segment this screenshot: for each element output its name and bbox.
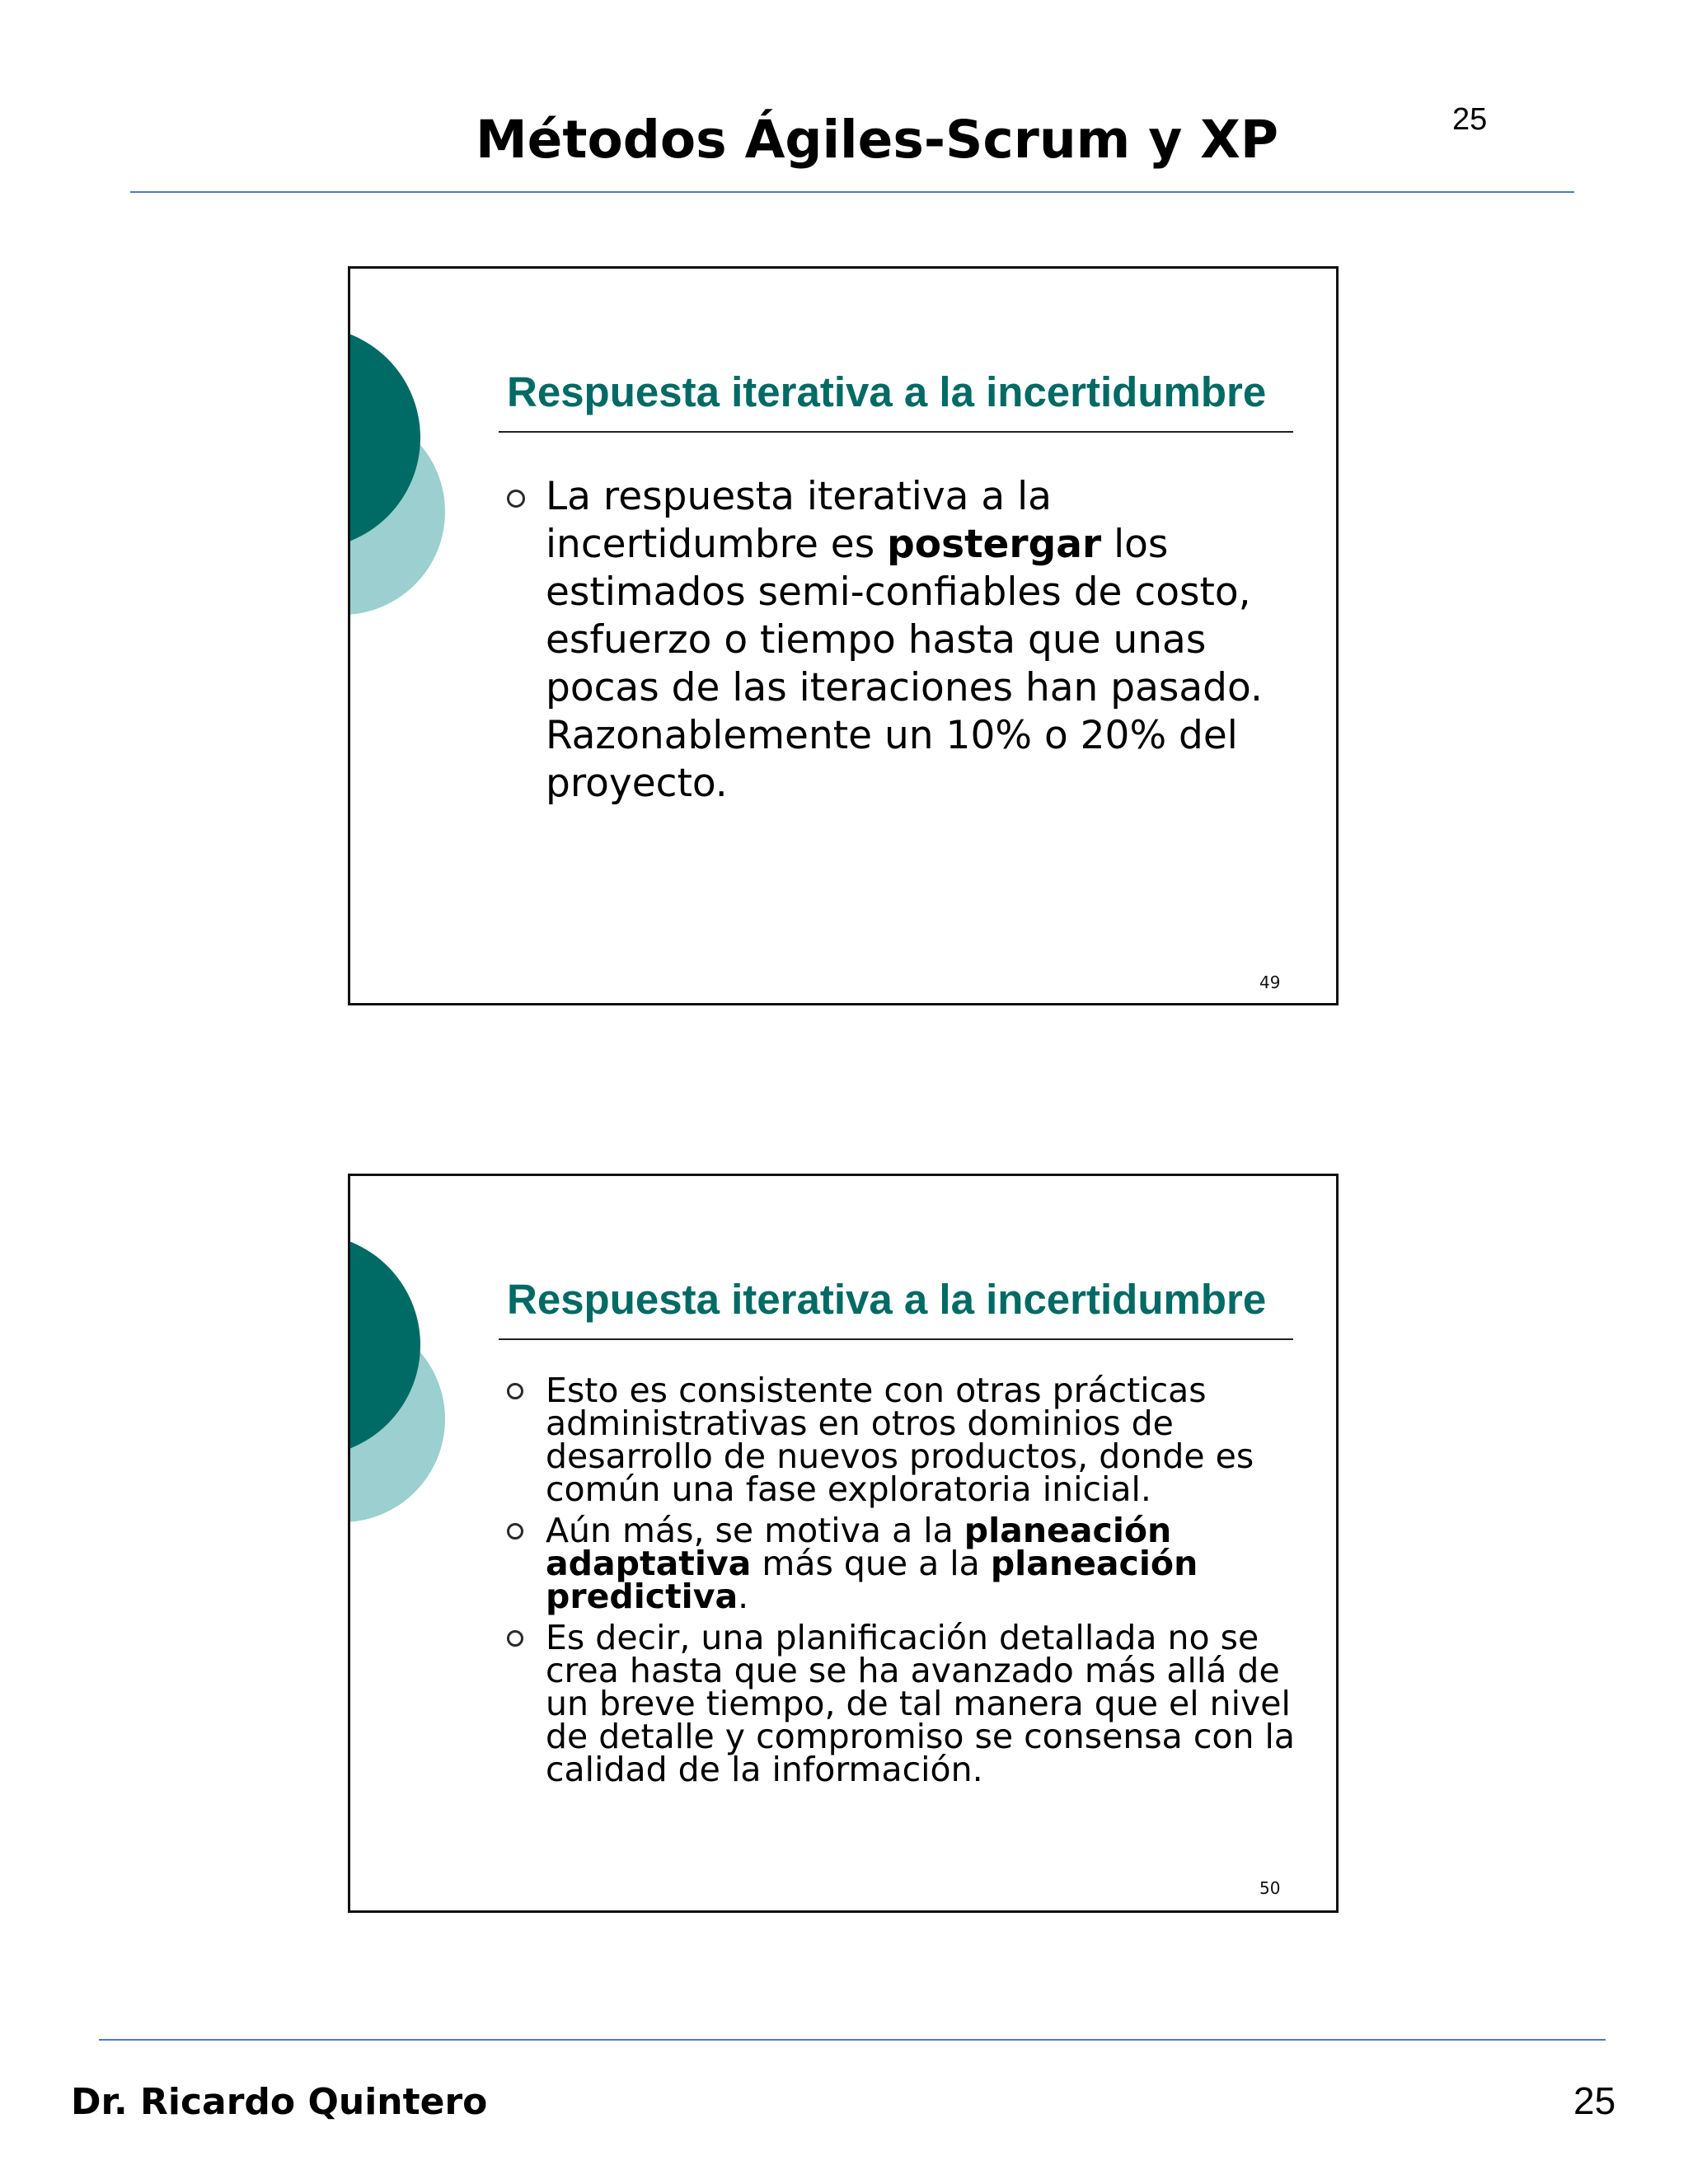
bullet-item: [507, 1511, 1298, 1616]
slide-50: [348, 1174, 1339, 1913]
bullet-circle-icon: [507, 1630, 523, 1647]
slide-decoration: [350, 1176, 449, 1555]
bullet-list: [507, 473, 1298, 808]
bullet-text: La respuesta iterativa a la incertidumbre es: [546, 474, 1052, 567]
footer-divider: [99, 2039, 1606, 2041]
bullet-circle-icon: [507, 1383, 523, 1399]
bullet-text: .: [738, 1577, 749, 1616]
bullet-list: [507, 1371, 1298, 1794]
bullet-bold-text: planeación predictiva: [546, 1544, 1198, 1616]
slide-number: 50: [1259, 1878, 1281, 1898]
bullet-text: Es decir, una planificación detallada no se crea hasta que se ha avanzado más allá de un breve tiempo, de tal manera que el nivel de detalle y compromiso se consensa con la calidad de la información.: [546, 1618, 1295, 1789]
bullet-text: más que a la: [751, 1544, 991, 1583]
slide-decoration: [350, 269, 449, 648]
slide-title-divider: [499, 1338, 1293, 1340]
slide-title: Respuesta iterativa a la incertidumbre: [507, 368, 1267, 415]
header-divider: [130, 191, 1574, 193]
bullet-circle-icon: [507, 490, 525, 508]
footer-author: Dr. Ricardo Quintero: [71, 2081, 488, 2123]
bullet-item: [507, 1371, 1298, 1509]
bullet-text: Esto es consistente con otras prácticas administrativas en otros dominios de desarrollo de nuevos productos, donde es común una fase exploratoria inicial.: [546, 1371, 1254, 1509]
header-page-number: 25: [1452, 102, 1488, 137]
bullet-circle-icon: [507, 1523, 523, 1540]
slide-number: 49: [1259, 972, 1281, 992]
page-title: Métodos Ágiles-Scrum y XP: [475, 110, 1278, 170]
footer-page-number: 25: [1573, 2079, 1616, 2122]
bullet-bold-text: planeación adaptativa: [546, 1511, 1172, 1583]
bullet-text: Aún más, se motiva a la: [546, 1511, 964, 1550]
slide-title: Respuesta iterativa a la incertidumbre: [507, 1276, 1267, 1323]
bullet-item: [507, 1618, 1298, 1789]
bullet-bold-text: postergar: [887, 522, 1102, 567]
slide-49: [348, 266, 1339, 1005]
bullet-text: los estimados semi-confiables de costo, esfuerzo o tiempo hasta que unas pocas de las iteraciones han pasado. Razonablemente un 10% o 20% del proyecto.: [546, 522, 1263, 806]
bullet-item: [507, 473, 1298, 808]
slide-title-divider: [499, 431, 1293, 433]
